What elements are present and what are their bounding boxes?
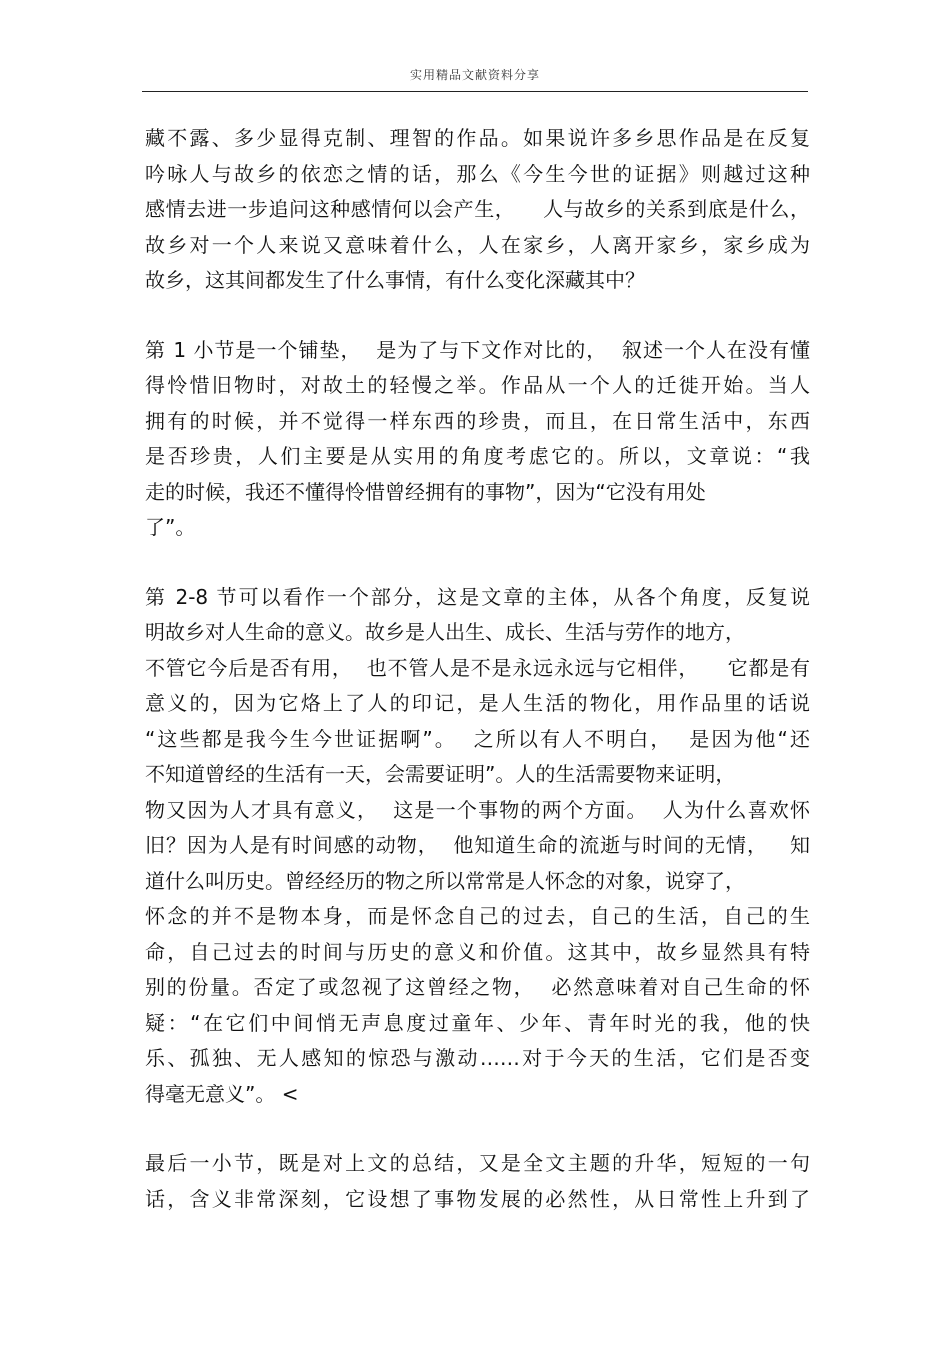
- text-line: 不管它今后是否有用， 也不管人是不是永远永远与它相伴， 它都是有: [145, 655, 810, 680]
- text-line: 命，自己过去的时间与历史的意义和价值。这其中，故乡显然具有特: [145, 939, 810, 964]
- paragraph-conclusion: [145, 1146, 810, 1217]
- paragraph-section-2-8: [145, 580, 810, 1113]
- text-line: 明故乡对人生命的意义。故乡是人出生、成长、生活与劳作的地方，: [145, 620, 745, 644]
- page-header: 实用精品文献资料分享: [409, 68, 540, 82]
- text-line: 藏不露、多少显得克制、理智的作品。如果说许多乡思作品是在反复: [145, 126, 810, 150]
- text-line: 怀念的并不是物本身，而是怀念自己的过去，自己的生活，自己的生: [145, 904, 810, 928]
- text-line: 拥有的时候，并不觉得一样东西的珍贵，而且，在日常生活中，东西: [145, 408, 810, 433]
- text-line: 走的时候，我还不懂得怜惜曾经拥有的事物”，因为“它没有用处: [145, 479, 706, 504]
- text-line: 感情去进一步追问这种感情何以会产生， 人与故乡的关系到底是什么，: [145, 197, 810, 221]
- header-divider: [142, 91, 808, 92]
- text-line: 不知道曾经的生活有一天，会需要证明”。人的生活需要物来证明，: [145, 762, 736, 786]
- text-line: 道什么叫历史。曾经经历的物之所以常常是人怀念的对象，说穿了，: [145, 868, 745, 893]
- document-body: [145, 121, 810, 1251]
- text-line: 吟咏人与故乡的依恋之情的话，那么《今生今世的证据》则越过这种: [145, 161, 810, 186]
- paragraph-intro: [145, 121, 810, 299]
- text-line: 旧？因为人是有时间感的动物， 他知道生命的流逝与时间的无情， 知: [145, 833, 810, 857]
- text-line: 疑：“在它们中间悄无声息度过童年、少年、青年时光的我，他的快: [145, 1010, 810, 1035]
- text-line: 乐、孤独、无人感知的惊恐与激动……对于今天的生活，它们是否变: [145, 1046, 810, 1070]
- text-line: 故乡，这其间都发生了什么事情，有什么变化深藏其中？: [145, 268, 645, 292]
- text-line: 得怜惜旧物时，对故土的轻慢之举。作品从一个人的迁徙开始。当人: [145, 373, 810, 397]
- text-line: “这些都是我今生今世证据啊”。 之所以有人不明白， 是因为他“还: [145, 726, 810, 751]
- text-line: 别的份量。否定了或忽视了这曾经之物， 必然意味着对自己生命的怀: [145, 975, 810, 999]
- text-line: 是否珍贵，人们主要是从实用的角度考虑它的。所以，文章说：“我: [145, 444, 810, 468]
- text-line: 意义的，因为它烙上了人的印记，是人生活的物化，用作品里的话说: [145, 691, 810, 715]
- text-line: 话，含义非常深刻，它设想了事物发展的必然性，从日常性上升到了: [145, 1186, 810, 1211]
- text-line: 最后一小节，既是对上文的总结，又是全文主题的升华，短短的一句: [145, 1151, 810, 1175]
- text-line: 第 2-8 节可以看作一个部分，这是文章的主体，从各个角度，反复说: [145, 584, 810, 609]
- text-line: 了”。: [145, 515, 196, 539]
- paragraph-section-1: [145, 333, 810, 546]
- text-line: 物又因为人才具有意义， 这是一个事物的两个方面。 人为什么喜欢怀: [145, 797, 810, 822]
- text-line: 故乡对一个人来说又意味着什么，人在家乡，人离开家乡，家乡成为: [145, 232, 810, 257]
- text-line: 第 1 小节是一个铺垫， 是为了与下文作对比的， 叙述一个人在没有懂: [145, 337, 810, 362]
- text-line: 得毫无意义”。 <: [145, 1081, 299, 1106]
